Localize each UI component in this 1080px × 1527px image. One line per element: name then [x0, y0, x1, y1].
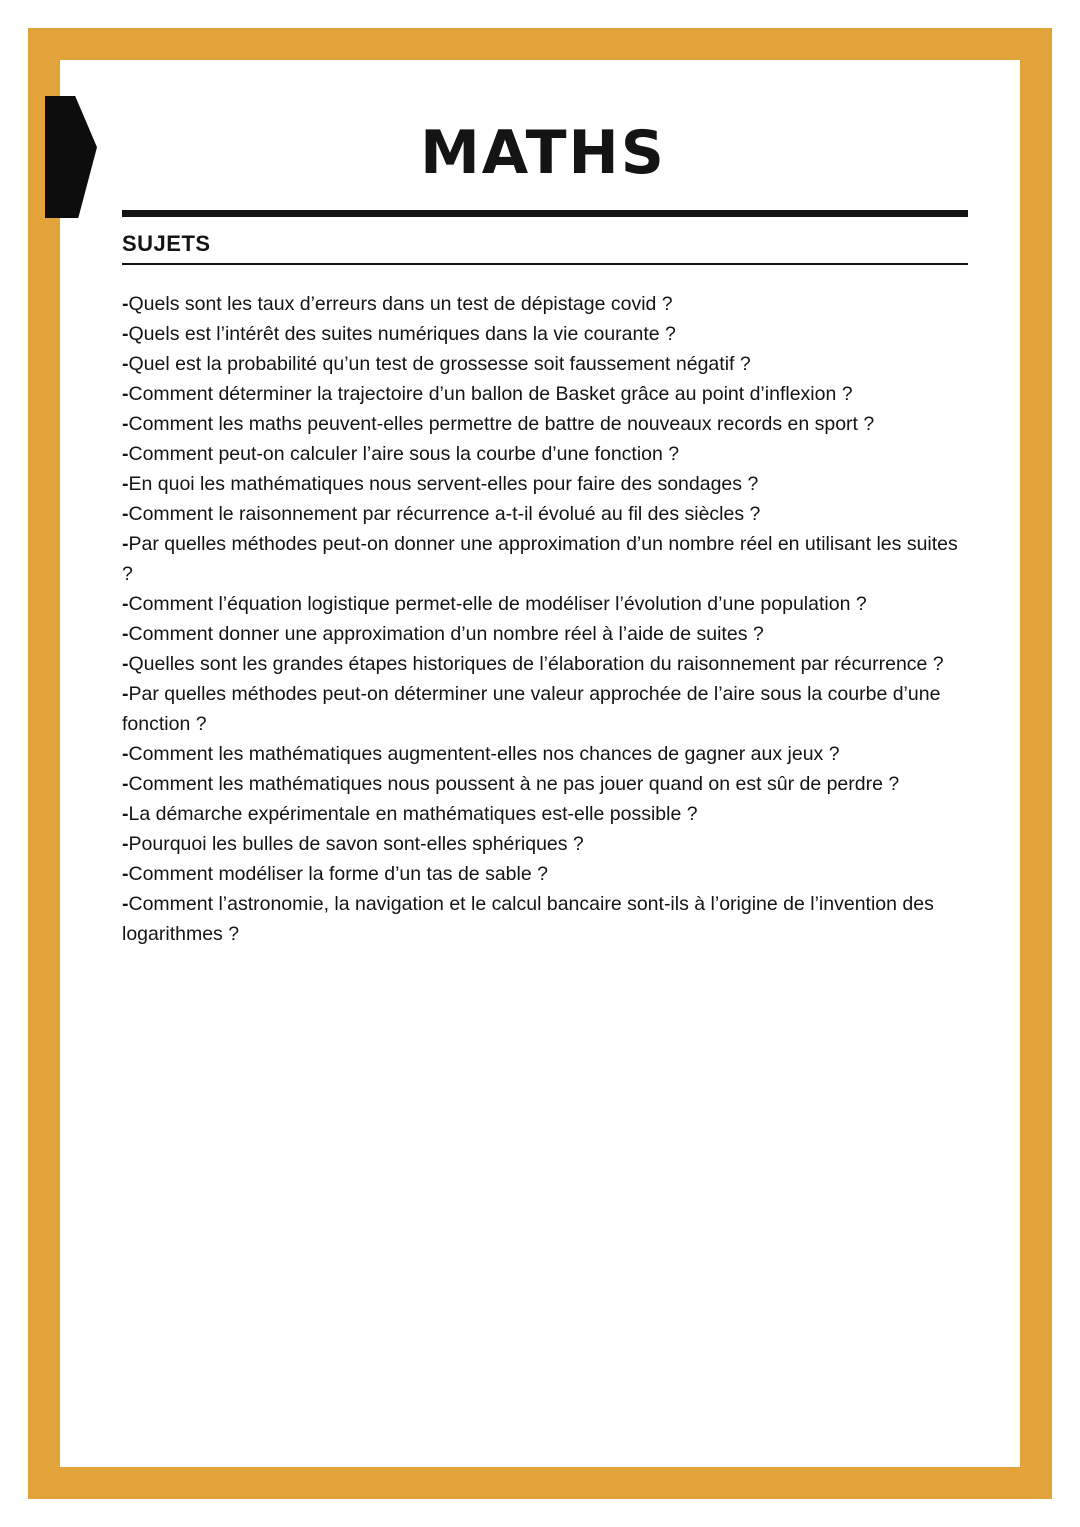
topic-item [122, 889, 968, 949]
topics-list [122, 289, 968, 949]
topic-dash: - [122, 773, 129, 795]
topic-text: Pourquoi les bulles de savon sont-elles sphériques ? [128, 833, 584, 855]
topic-text: Par quelles méthodes peut-on donner une approximation d’un nombre réel en utilisant les suites ? [122, 533, 958, 585]
topic-dash: - [122, 473, 129, 495]
topic-text: Comment les mathématiques nous poussent à ne pas jouer quand on est sûr de perdre ? [128, 773, 900, 795]
topic-dash: - [122, 323, 129, 345]
topic-text: Quels sont les taux d’erreurs dans un test de dépistage covid ? [128, 293, 673, 315]
section-divider [122, 263, 968, 265]
topic-text: Comment déterminer la trajectoire d’un ballon de Basket grâce au point d’inflexion ? [128, 383, 853, 405]
topic-item [122, 619, 968, 649]
topic-dash: - [122, 863, 129, 885]
topic-dash: - [122, 893, 129, 915]
topic-text: Comment modéliser la forme d’un tas de sable ? [128, 863, 548, 885]
topic-item [122, 679, 968, 739]
topic-item [122, 769, 968, 799]
topic-text: Comment l’équation logistique permet-elle de modéliser l’évolution d’une population ? [128, 593, 867, 615]
topic-item [122, 799, 968, 829]
topic-item [122, 289, 968, 319]
topic-dash: - [122, 353, 129, 375]
topic-text: Comment l’astronomie, la navigation et le calcul bancaire sont-ils à l’origine de l’invention des logarithmes ? [122, 893, 934, 945]
topic-item [122, 589, 968, 619]
topic-text: Par quelles méthodes peut-on déterminer une valeur approchée de l’aire sous la courbe d’une fonction ? [122, 683, 941, 735]
topic-text: La démarche expérimentale en mathématiques est-elle possible ? [128, 803, 698, 825]
topic-dash: - [122, 743, 129, 765]
topic-text: Comment les maths peuvent-elles permettre de battre de nouveaux records en sport ? [128, 413, 875, 435]
topic-text: Comment les mathématiques augmentent-elles nos chances de gagner aux jeux ? [128, 743, 840, 765]
topic-item [122, 379, 968, 409]
topic-dash: - [122, 293, 129, 315]
topic-dash: - [122, 443, 129, 465]
topic-item [122, 739, 968, 769]
topic-item [122, 469, 968, 499]
topic-item [122, 349, 968, 379]
topic-dash: - [122, 683, 129, 705]
topic-item [122, 439, 968, 469]
topic-item [122, 499, 968, 529]
topic-text: Quelles sont les grandes étapes historiques de l’élaboration du raisonnement par récurrence ? [128, 653, 944, 675]
topic-dash: - [122, 593, 129, 615]
section-heading-sujets: SUJETS [122, 231, 211, 256]
topic-text: Quel est la probabilité qu’un test de grossesse soit faussement négatif ? [128, 353, 751, 375]
topic-item [122, 529, 968, 589]
topic-item [122, 829, 968, 859]
topic-text: Comment peut-on calculer l’aire sous la courbe d’une fonction ? [128, 443, 680, 465]
topic-item [122, 649, 968, 679]
topic-dash: - [122, 833, 129, 855]
topic-text: En quoi les mathématiques nous servent-elles pour faire des sondages ? [128, 473, 759, 495]
topic-dash: - [122, 623, 129, 645]
topic-text: Comment le raisonnement par récurrence a-t-il évolué au fil des siècles ? [128, 503, 761, 525]
topic-text: Comment donner une approximation d’un nombre réel à l’aide de suites ? [128, 623, 764, 645]
topic-dash: - [122, 413, 129, 435]
topic-item [122, 409, 968, 439]
topic-item [122, 319, 968, 349]
topic-dash: - [122, 653, 129, 675]
topic-dash: - [122, 803, 129, 825]
topic-item [122, 859, 968, 889]
page-content [60, 60, 1020, 1467]
title-divider [122, 210, 968, 217]
topic-dash: - [122, 533, 129, 555]
topic-dash: - [122, 383, 129, 405]
topic-text: Quels est l’intérêt des suites numériques dans la vie courante ? [128, 323, 676, 345]
page-title: MATHS [420, 118, 666, 188]
topic-dash: - [122, 503, 129, 525]
